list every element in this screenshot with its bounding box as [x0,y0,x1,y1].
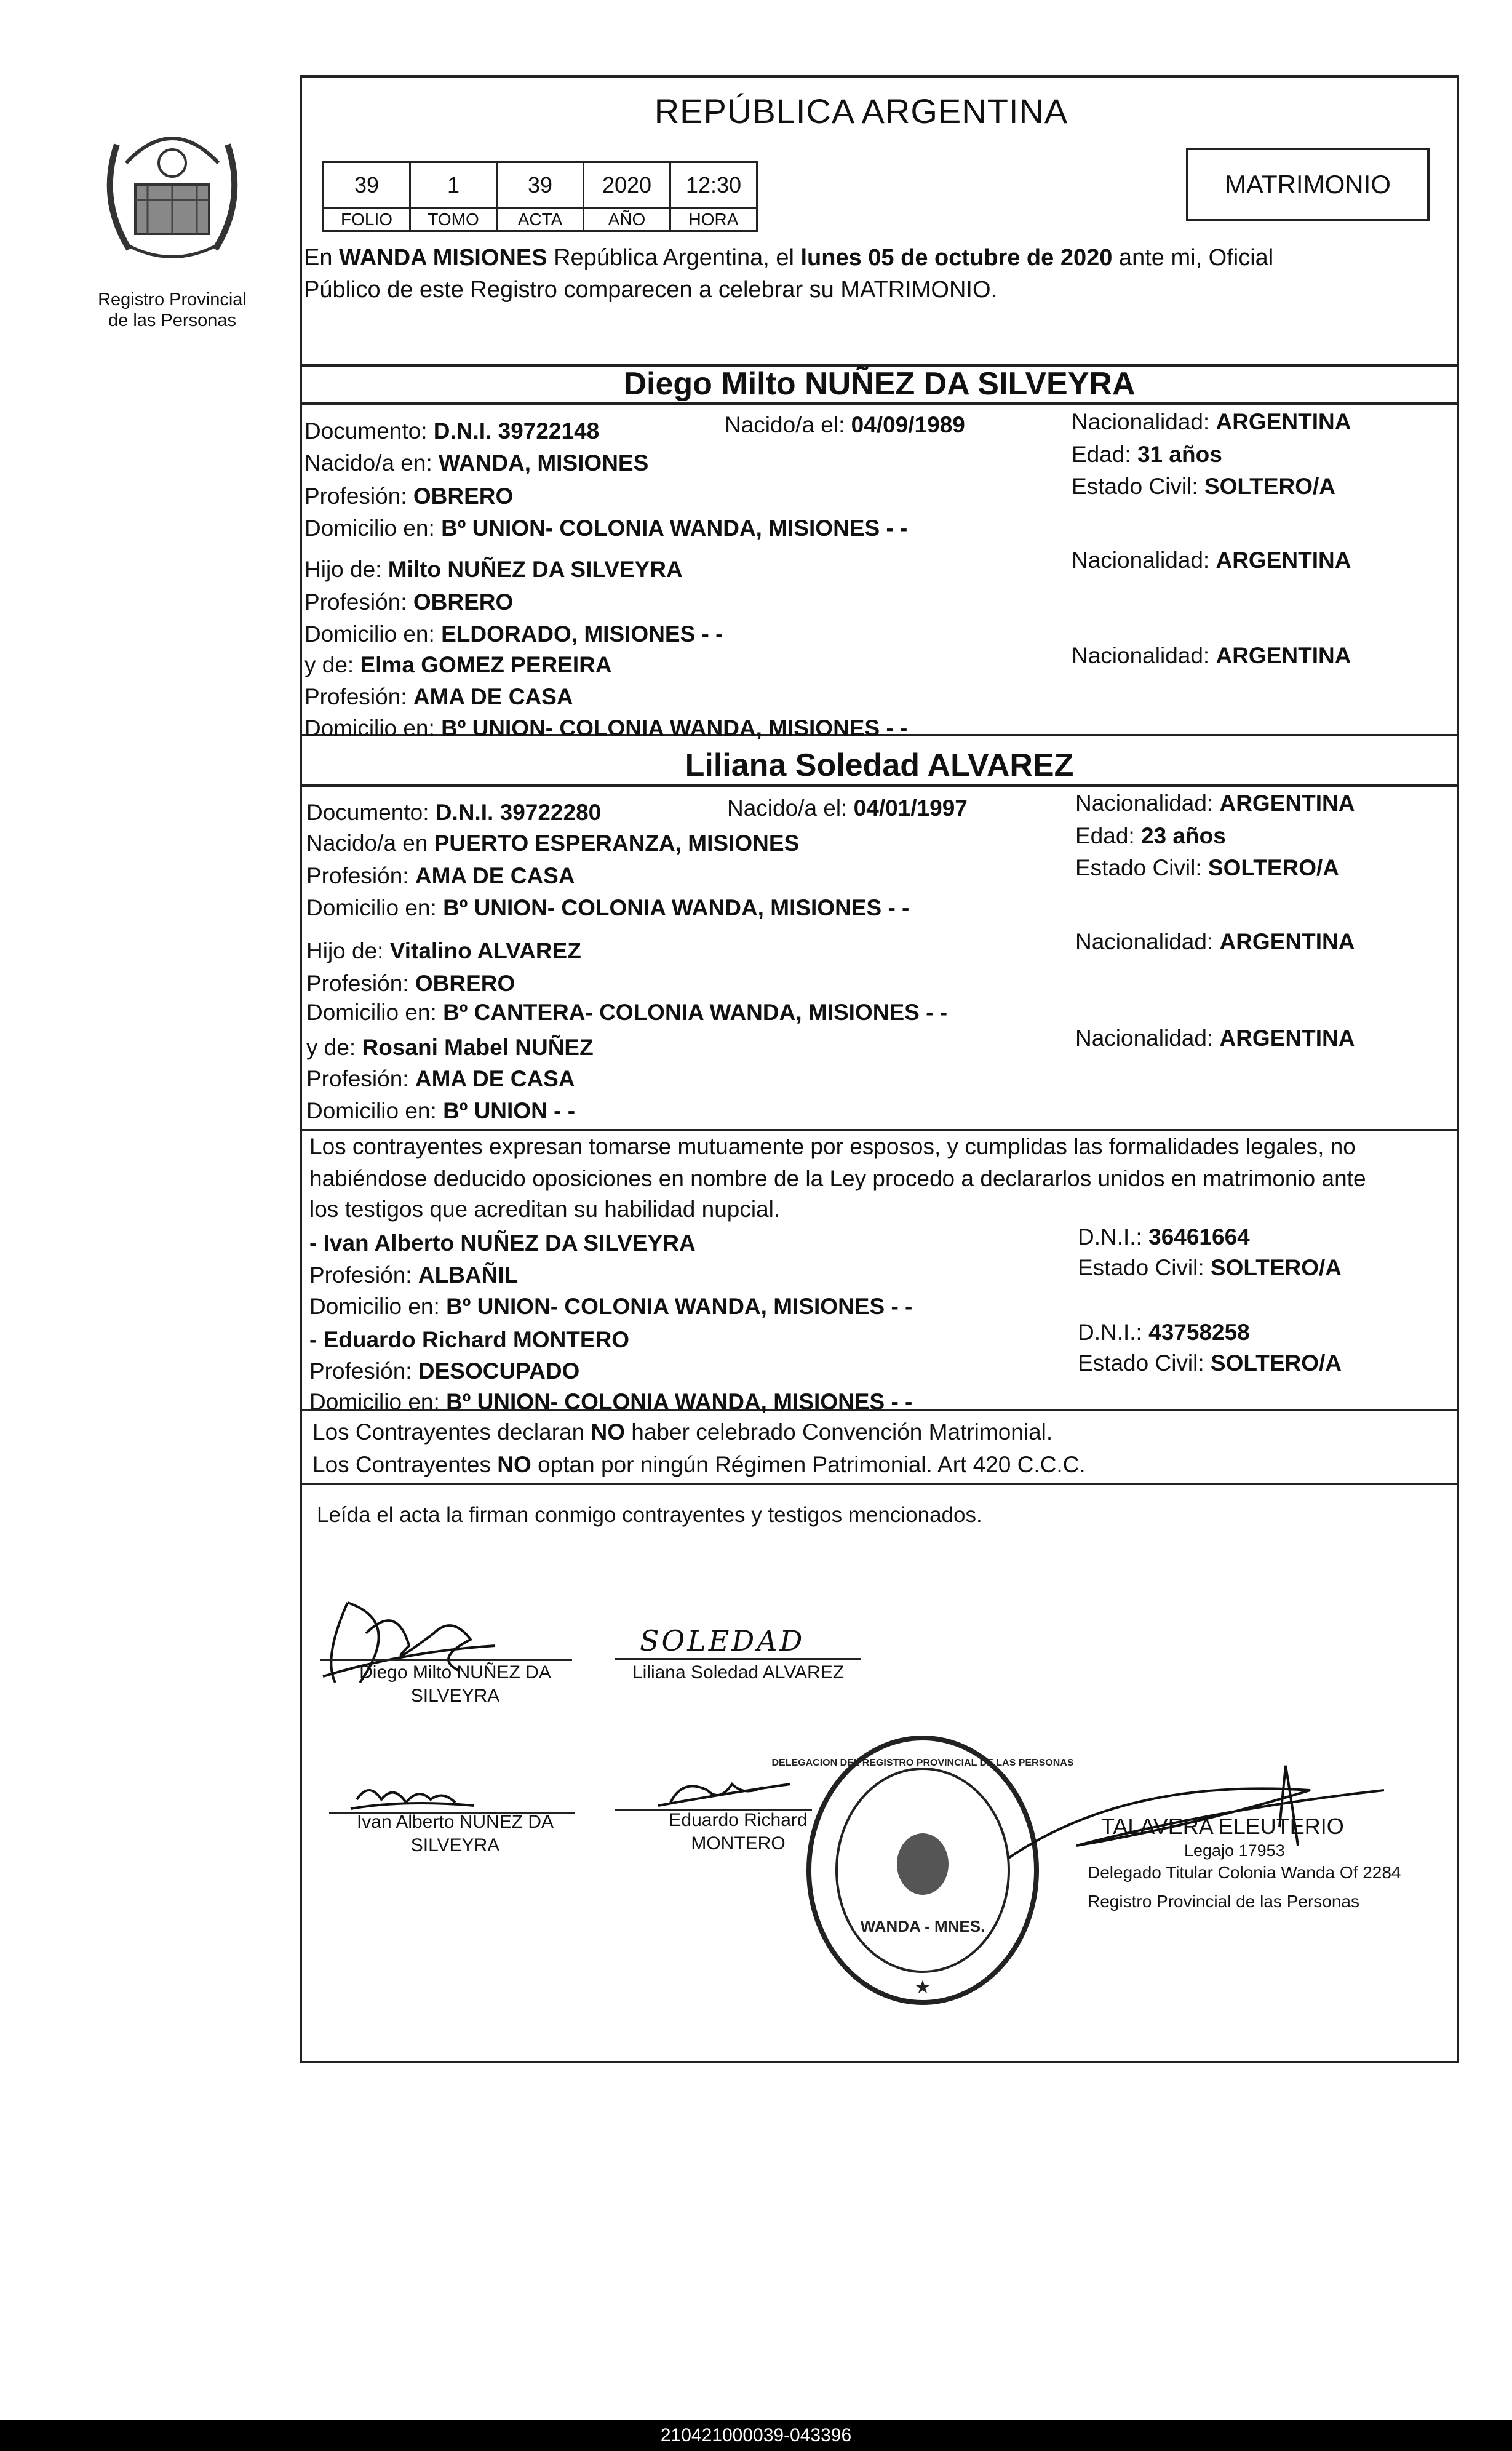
bride-name: Liliana Soledad ALVAREZ [685,747,1074,783]
tomo-label: TOMO [410,209,497,231]
groom-doc [304,418,599,444]
bride-signature: SOLEDAD [640,1624,805,1657]
value: Bº UNION- COLONIA WANDA, MISIONES - - [441,715,908,741]
text: Los Contrayentes declaran [312,1419,591,1445]
label: Profesión: [304,484,413,509]
value: ELDORADO, MISIONES - - [441,621,723,647]
label: D.N.I.: [1078,1320,1149,1345]
value: Bº UNION- COLONIA WANDA, MISIONES - - [446,1389,913,1414]
groom-father [304,557,683,583]
label: Nacionalidad: [1072,409,1216,434]
label: Domicilio en: [304,516,442,541]
value: Bº CANTERA- COLONIA WANDA, MISIONES - - [443,1000,948,1025]
bride-prof [306,863,575,889]
label: Nacido/a en: [304,450,439,476]
label: y de: [304,652,360,677]
groom-birthplace [304,450,648,476]
bride-mother [306,1035,594,1061]
intro-text: En [304,245,340,271]
text-bold: NO [497,1452,531,1477]
groom-civil [1072,474,1335,500]
intro-place: WANDA MISIONES [339,245,547,271]
value: ARGENTINA [1216,548,1351,573]
witness1-home [309,1294,912,1320]
witness1-signature-caption [344,1811,566,1857]
witness2-dni [1078,1320,1250,1345]
groom-father-nat [1072,548,1351,573]
value: Bº UNION- COLONIA WANDA, MISIONES - - [443,895,910,920]
value: PUERTO ESPERANZA, MISIONES [434,831,800,856]
value: Bº UNION- COLONIA WANDA, MISIONES - - [446,1294,913,1319]
witness1-civil [1078,1255,1342,1281]
value: 04/01/1997 [853,795,968,821]
bride-mother-home [306,1098,575,1124]
declaration-line3: los testigos que acreditan su habilidad nupcial. [309,1197,781,1222]
groom-prof [304,484,513,509]
groom-father-home [304,621,723,647]
bride-civil [1075,855,1339,881]
witness2-civil [1078,1350,1342,1376]
witness2-home [309,1389,912,1415]
bride-nat [1075,791,1355,816]
stamp-center-text: WANDA - MNES. [860,1917,985,1935]
label: Profesión: [304,589,413,615]
value: 23 años [1140,823,1226,848]
tomo-value: 1 [410,162,497,209]
label: Estado Civil: [1078,1255,1211,1280]
groom-nat [1072,409,1351,435]
declaration-line1: Los contrayentes expresan tomarse mutuamente por esposos, y cumplidas las formalidades legales, no [309,1134,1356,1159]
value: D.N.I. 39722280 [435,800,602,825]
value: Bº UNION- COLONIA WANDA, MISIONES - - [441,516,908,541]
bride-mother-nat [1075,1026,1355,1051]
label: Domicilio en: [306,895,444,920]
witness2-signature-caption [655,1809,821,1855]
bride-mother-prof [306,1066,575,1092]
intro-date: lunes 05 de octubre de 2020 [800,245,1113,271]
value: Rosani Mabel NUÑEZ [362,1035,594,1060]
value: SOLTERO/A [1204,474,1336,499]
bride-signature-caption: Liliana Soledad ALVAREZ [632,1662,845,1683]
label: Domicilio en: [304,621,442,647]
bride-birthplace [306,831,799,856]
bride-home [306,895,909,921]
value: ARGENTINA [1216,409,1351,434]
year-label: AÑO [584,209,670,231]
text: optan por ningún Régimen Patrimonial. Art 420 C.C.C. [531,1452,1086,1477]
label: Domicilio en: [309,1389,447,1414]
value: 31 años [1137,442,1222,467]
value: OBRERO [413,589,514,615]
act-type-box: MATRIMONIO [1186,148,1430,221]
groom-mother [304,652,612,678]
caption-line: SILVEYRA [410,1835,500,1855]
value: Bº UNION - - [443,1098,576,1123]
witness1-dni [1078,1224,1250,1250]
caption-line: Eduardo Richard [669,1810,808,1830]
intro-text: República Argentina, el [547,245,801,271]
caption-line: MONTERO [691,1833,786,1854]
value: Milto NUÑEZ DA SILVEYRA [388,557,683,582]
value: 36461664 [1148,1224,1250,1249]
label: Edad: [1075,823,1141,848]
stamp-ring-text: DELEGACION DEL REGISTRO PROVINCIAL DE LAS PERSONAS [771,1758,1074,1768]
value: ARGENTINA [1219,1026,1355,1051]
caption-line: Diego Milto NUÑEZ DA [359,1662,551,1683]
value: ARGENTINA [1216,643,1351,668]
label: Nacionalidad: [1075,791,1220,816]
declaration-line2: habiéndose deducido oposiciones en nombre de la Ley procedo a declararlos unidos en matrimonio ante [309,1166,1366,1191]
act-number-table [322,161,758,232]
misiones-seal-logo [92,120,252,280]
label: Domicilio en: [306,1000,444,1025]
groom-name: Diego Milto NUÑEZ DA SILVEYRA [623,366,1136,402]
label: Profesión: [306,971,415,996]
groom-home [304,516,907,541]
label: Estado Civil: [1075,855,1208,880]
text: Los Contrayentes [312,1452,498,1477]
witness1-name: - Ivan Alberto NUÑEZ DA SILVEYRA [309,1230,696,1256]
document-id-footer: 210421000039-043396 [0,2420,1512,2451]
groom-age [1072,442,1222,468]
label: Documento: [304,418,434,444]
folio-label: FOLIO [324,209,410,231]
registry-line1: Registro Provincial [98,290,247,309]
label: Hijo de: [306,938,390,963]
bride-doc [306,800,601,826]
value: WANDA, MISIONES [439,450,649,476]
label: Domicilio en: [309,1294,447,1319]
groom-born [725,412,965,438]
label: Nacido/a el: [727,795,854,821]
label: Nacionalidad: [1075,1026,1220,1051]
folio-value: 39 [324,162,410,209]
value: D.N.I. 39722148 [433,418,600,444]
label: Profesión: [309,1262,418,1288]
country-title: REPÚBLICA ARGENTINA [654,92,1068,130]
groom-father-prof [304,589,513,615]
value: SOLTERO/A [1210,1255,1342,1280]
value: SOLTERO/A [1210,1350,1342,1376]
label: Nacido/a el: [725,412,851,437]
label: Nacionalidad: [1072,548,1216,573]
regime-line1 [312,1419,1052,1445]
intro-paragraph [304,242,1454,306]
witness2-name: - Eduardo Richard MONTERO [309,1327,630,1352]
reading-statement: Leída el acta la firman conmigo contrayentes y testigos mencionados. [317,1503,982,1527]
value: Elma GOMEZ PEREIRA [360,652,612,677]
label: Nacionalidad: [1072,643,1216,668]
label: Estado Civil: [1078,1350,1211,1376]
groom-signature-caption [344,1661,566,1708]
value: ALBAÑIL [418,1262,519,1288]
intro-line2: Público de este Registro comparecen a celebrar su MATRIMONIO. [304,277,998,303]
label: Domicilio en: [306,1098,444,1123]
hour-value: 12:30 [670,162,757,209]
groom-mother-prof [304,684,573,710]
hour-label: HORA [670,209,757,231]
label: Hijo de: [304,557,388,582]
officer-registry: Registro Provincial de las Personas [1088,1892,1359,1911]
registry-line2: de las Personas [108,311,236,330]
label: Estado Civil: [1072,474,1204,499]
bride-father [306,938,581,964]
label: Documento: [306,800,436,825]
bride-father-prof [306,971,515,997]
officer-role: Delegado Titular Colonia Wanda Of 2284 [1088,1863,1401,1882]
value: 04/09/1989 [851,412,965,437]
groom-mother-home [304,715,907,741]
label: Profesión: [309,1358,418,1384]
label: Domicilio en: [304,715,442,741]
label: D.N.I.: [1078,1224,1149,1249]
label: y de: [306,1035,362,1060]
value: OBRERO [413,484,514,509]
text-bold: NO [591,1419,625,1445]
text: haber celebrado Convención Matrimonial. [625,1419,1053,1445]
value: 43758258 [1148,1320,1250,1345]
value: ARGENTINA [1219,929,1355,954]
intro-text: ante mi, Oficial [1112,245,1274,271]
label: Nacionalidad: [1075,929,1220,954]
value: Vitalino ALVAREZ [389,938,581,963]
label: Profesión: [304,684,413,709]
regime-line2 [312,1452,1086,1478]
caption-line: Ivan Alberto NUÑEZ DA [356,1812,554,1832]
registry-name [68,289,277,331]
officer-legajo: Legajo 17953 [1184,1841,1285,1860]
bride-father-nat [1075,929,1355,955]
value: AMA DE CASA [415,1066,575,1091]
acta-label: ACTA [497,209,584,231]
acta-value: 39 [497,162,584,209]
witness2-prof [309,1358,579,1384]
bride-father-home [306,1000,947,1026]
value: DESOCUPADO [418,1358,580,1384]
value: AMA DE CASA [415,863,575,888]
label: Profesión: [306,863,415,888]
caption-line: SILVEYRA [410,1686,500,1706]
label: Profesión: [306,1066,415,1091]
svg-text:★: ★ [914,1977,931,1998]
bride-age [1075,823,1226,849]
value: OBRERO [415,971,515,996]
groom-mother-nat [1072,643,1351,669]
bride-born [727,795,968,821]
witness1-prof [309,1262,518,1288]
officer-name: TALAVERA ELEUTERIO [1101,1814,1344,1839]
label: Nacido/a en [306,831,434,856]
year-value: 2020 [584,162,670,209]
value: ARGENTINA [1219,791,1355,816]
label: Edad: [1072,442,1137,467]
value: SOLTERO/A [1208,855,1340,880]
value: AMA DE CASA [413,684,573,709]
